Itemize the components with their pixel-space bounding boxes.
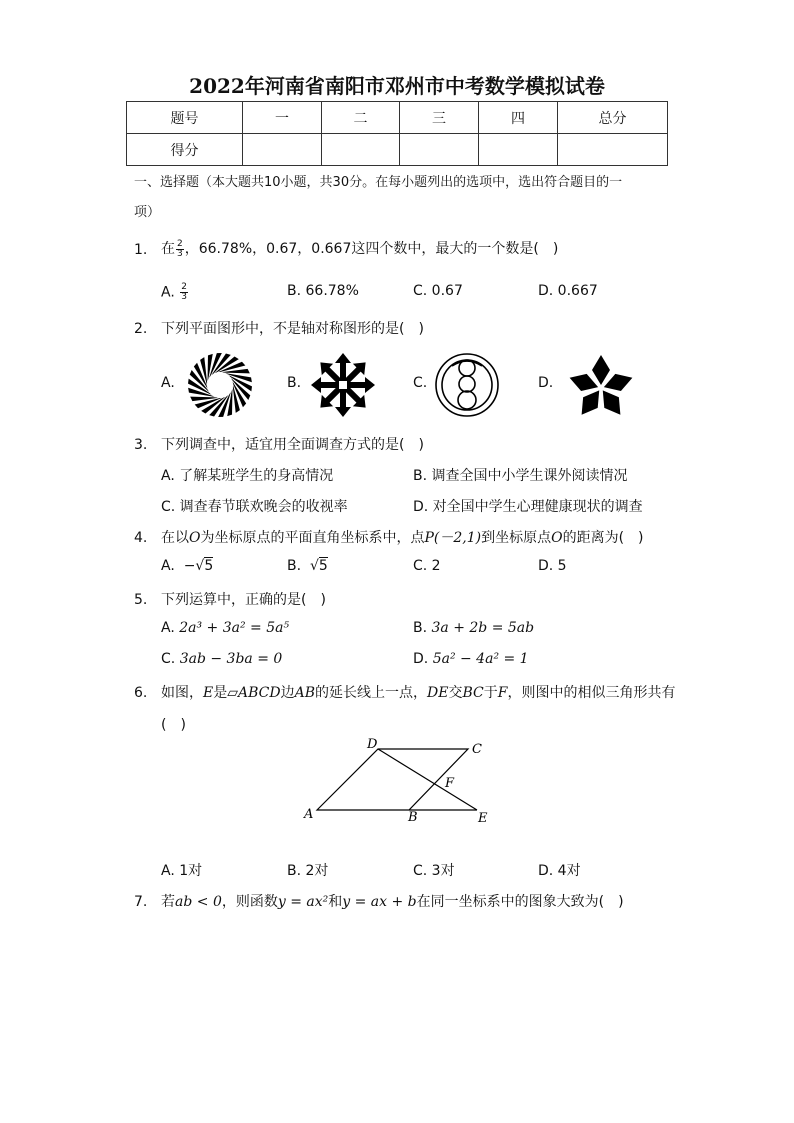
point-label-d: D: [367, 737, 378, 752]
arrow-star-icon: [310, 352, 376, 418]
pentagon-kite-star-icon: [564, 352, 638, 418]
nested-circles-icon: [434, 352, 500, 418]
question-number: 7.: [134, 894, 148, 910]
table-header-cell: 总分: [558, 102, 668, 134]
q2-option-b[interactable]: B.: [287, 375, 302, 391]
question-6-stem: 如图，E是▱ABCD边AB的延长线上一点，DE交BC于F，则图中的相似三角形共有: [161, 685, 676, 701]
score-cell[interactable]: [322, 134, 400, 166]
table-header-cell: 题号: [127, 102, 243, 134]
q4-option-c[interactable]: C. 2: [413, 558, 441, 574]
table-header-cell: 一: [243, 102, 322, 134]
q3-option-a[interactable]: A. 了解某班学生的身高情况: [161, 468, 334, 484]
q6-option-a[interactable]: A. 1对: [161, 863, 203, 879]
question-number: 1.: [134, 242, 148, 258]
question-number: 4.: [134, 530, 148, 546]
q2-option-a[interactable]: A.: [161, 375, 175, 391]
q5-option-b[interactable]: B. 3a + 2b = 5ab: [413, 620, 535, 636]
question-3-stem: 下列调查中，适宜用全面调查方式的是( ): [161, 437, 424, 453]
score-cell[interactable]: [243, 134, 322, 166]
score-cell[interactable]: [558, 134, 668, 166]
question-4-stem: 在以O为坐标原点的平面直角坐标系中，点P(－2,1)到坐标原点O的距离为( ): [161, 530, 644, 546]
score-cell[interactable]: [400, 134, 479, 166]
q4-option-d[interactable]: D. 5: [538, 558, 567, 574]
point-label-a: A: [304, 807, 314, 822]
table-row: [127, 102, 668, 134]
score-table: [126, 101, 668, 166]
table-row-label: 得分: [127, 134, 243, 166]
q1-option-b[interactable]: B. 66.78%: [287, 283, 359, 299]
score-cell[interactable]: [479, 134, 558, 166]
spiral-sunburst-icon: [187, 352, 253, 418]
section-heading-cont: 项）: [134, 205, 161, 220]
q2-option-d[interactable]: D.: [538, 375, 554, 391]
point-label-f: F: [445, 776, 455, 791]
point-label-e: E: [478, 811, 488, 826]
question-number: 2.: [134, 321, 148, 337]
point-label-b: B: [408, 810, 418, 825]
q3-option-d[interactable]: D. 对全国中学生心理健康现状的调查: [413, 499, 643, 515]
q5-option-a[interactable]: A. 2a³ + 3a² = 5a⁵: [161, 620, 290, 636]
q1-option-a[interactable]: A. $\frac{2}{3}$: [161, 282, 187, 302]
table-header-cell: 二: [322, 102, 400, 134]
q6-option-b[interactable]: B. 2对: [287, 863, 329, 879]
q3-option-c[interactable]: C. 调查春节联欢晚会的收视率: [161, 499, 348, 515]
q4-option-a[interactable]: A. −√5: [161, 558, 214, 574]
parallelogram-figure: [300, 737, 500, 827]
question-1-stem: 在 $\frac{2}{3}$ ，66.78%，0.67，0.667这四个数中，最大的一个数是( ): [161, 238, 559, 259]
q6-option-d[interactable]: D. 4对: [538, 863, 581, 879]
question-number: 5.: [134, 592, 148, 608]
q2-option-c[interactable]: C.: [413, 375, 428, 391]
table-header-cell: 三: [400, 102, 479, 134]
table-row: [127, 134, 668, 166]
q4-option-b[interactable]: B. √5: [287, 558, 328, 574]
q5-option-d[interactable]: D. 5a² − 4a² = 1: [413, 651, 529, 667]
question-number: 6.: [134, 685, 148, 701]
fraction: $\frac{2}{3}$: [177, 238, 183, 259]
question-7-stem: 若ab < 0，则函数y = ax²和y = ax + b在同一坐标系中的图象大致为( ): [161, 894, 624, 910]
q5-option-c[interactable]: C. 3ab − 3ba = 0: [161, 651, 283, 667]
question-6-stem-cont: ( ): [161, 717, 186, 733]
question-2-stem: 下列平面图形中，不是轴对称图形的是( ): [161, 321, 424, 337]
point-label-c: C: [472, 742, 482, 757]
question-number: 3.: [134, 437, 148, 453]
section-heading: 一、选择题（本大题共10小题，共30分。在每小题列出的选项中，选出符合题目的一: [134, 175, 623, 190]
table-header-cell: 四: [479, 102, 558, 134]
question-5-stem: 下列运算中，正确的是( ): [161, 592, 326, 608]
page-title: 2022年河南省南阳市邓州市中考数学模拟试卷: [189, 74, 605, 98]
q3-option-b[interactable]: B. 调查全国中小学生课外阅读情况: [413, 468, 628, 484]
q1-option-c[interactable]: C. 0.67: [413, 283, 463, 299]
q1-option-d[interactable]: D. 0.667: [538, 283, 598, 299]
q6-option-c[interactable]: C. 3对: [413, 863, 455, 879]
